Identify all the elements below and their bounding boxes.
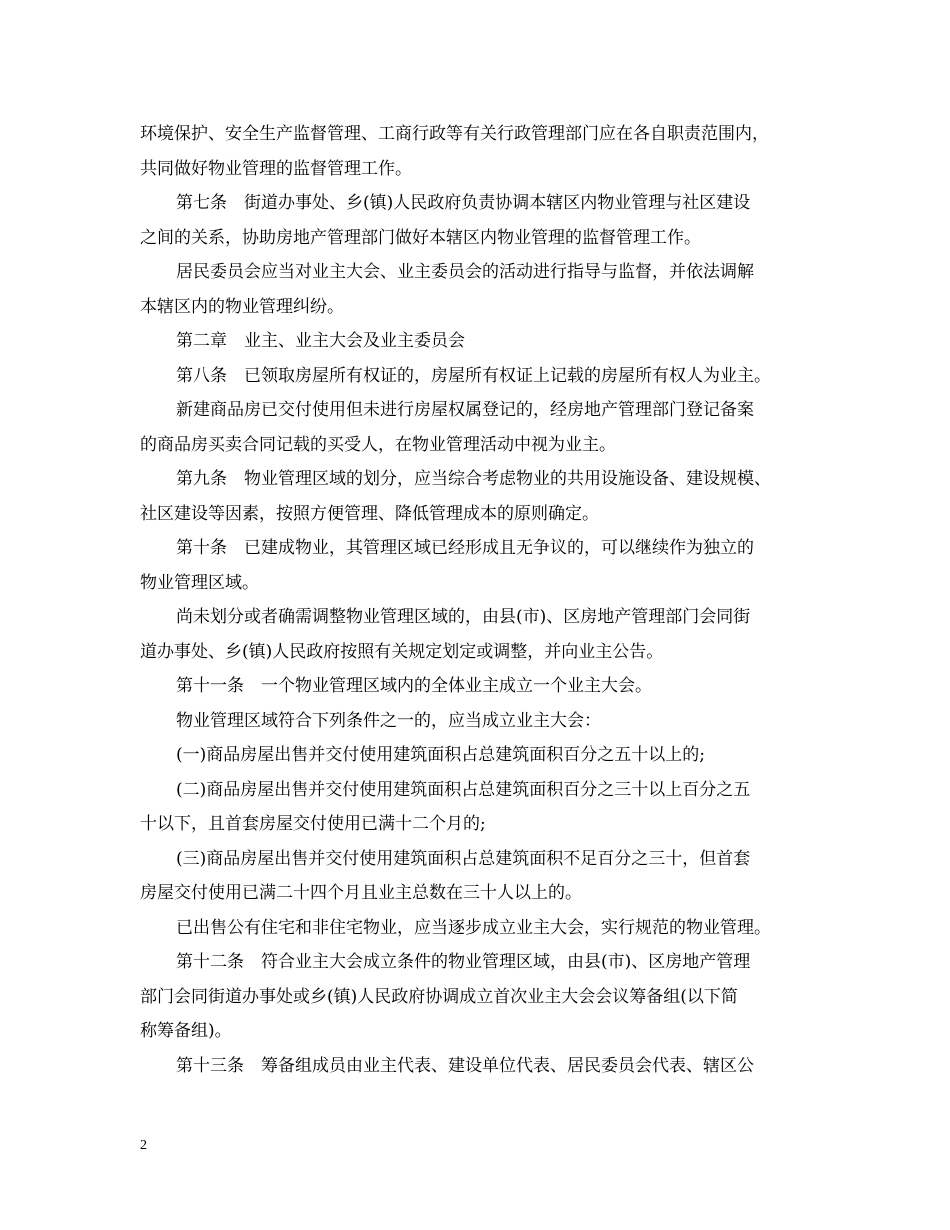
text-line: 共同做好物业管理的监督管理工作。 [140, 158, 412, 179]
text-line: 第十一条 一个物业管理区域内的全体业主成立一个业主大会。 [176, 676, 652, 696]
text-line: 第八条 已领取房屋所有权证的，房屋所有权证上记载的房屋所有权人为业主。 [176, 365, 771, 386]
text-line: 已出售公有住宅和非住宅物业，应当逐步成立业主大会，实行规范的物业管理。 [176, 917, 771, 938]
text-line: 房屋交付使用已满二十四个月且业主总数在三十人以上的。 [140, 883, 582, 903]
text-line: 的商品房买卖合同记载的买受人，在物业管理活动中视为业主。 [140, 434, 616, 455]
text-line: 之间的关系，协助房地产管理部门做好本辖区内物业管理的监督管理工作。 [140, 227, 701, 248]
text-line: 第十二条 符合业主大会成立条件的物业管理区域，由县(市)、区房地产管理 [176, 952, 751, 972]
text-line: 十以下，且首套房屋交付使用已满十二个月的; [140, 814, 486, 834]
text-line: 第二章 业主、业主大会及业主委员会 [176, 331, 465, 351]
document-body [140, 117, 830, 1083]
text-line: 第十条 已建成物业，其管理区域已经形成且无争议的，可以继续作为独立的 [176, 538, 754, 558]
text-line: 尚未划分或者确需调整物业管理区域的，由县(市)、区房地产管理部门会同街 [176, 607, 751, 627]
text-line: 社区建设等因素，按照方便管理、降低管理成本的原则确定。 [140, 503, 599, 524]
text-line: 第七条 街道办事处、乡(镇)人民政府负责协调本辖区内物业管理与社区建设 [176, 193, 751, 213]
text-line: 第十三条 筹备组成员由业主代表、建设单位代表、居民委员会代表、辖区公 [176, 1055, 754, 1076]
page-number: 2 [140, 1138, 147, 1153]
text-line: 道办事处、乡(镇)人民政府按照有关规定划定或调整，并向业主公告。 [140, 641, 664, 662]
text-line: 物业管理区域符合下列条件之一的，应当成立业主大会： [176, 710, 601, 731]
text-line: (二)商品房屋出售并交付使用建筑面积占总建筑面积百分之三十以上百分之五 [176, 779, 751, 800]
text-line: (三)商品房屋出售并交付使用建筑面积占总建筑面积不足百分之三十，但首套 [176, 848, 751, 869]
text-line: 环境保护、安全生产监督管理、工商行政等有关行政管理部门应在各自职责范围内， [140, 124, 769, 144]
text-line: 称筹备组)。 [140, 1021, 232, 1041]
text-line: 物业管理区域。 [140, 572, 259, 593]
text-line: 新建商品房已交付使用但未进行房屋权属登记的，经房地产管理部门登记备案 [176, 400, 754, 420]
text-line: 本辖区内的物业管理纠纷。 [140, 296, 344, 317]
text-line: (一)商品房屋出售并交付使用建筑面积占总建筑面积百分之五十以上的; [176, 745, 705, 765]
text-line: 居民委员会应当对业主大会、业主委员会的活动进行指导与监督，并依法调解 [176, 262, 754, 282]
text-line: 部门会同街道办事处或乡(镇)人民政府协调成立首次业主大会会议筹备组(以下简 [140, 986, 738, 1007]
text-line: 第九条 物业管理区域的划分，应当综合考虑物业的共用设施设备、建设规模、 [176, 469, 771, 489]
